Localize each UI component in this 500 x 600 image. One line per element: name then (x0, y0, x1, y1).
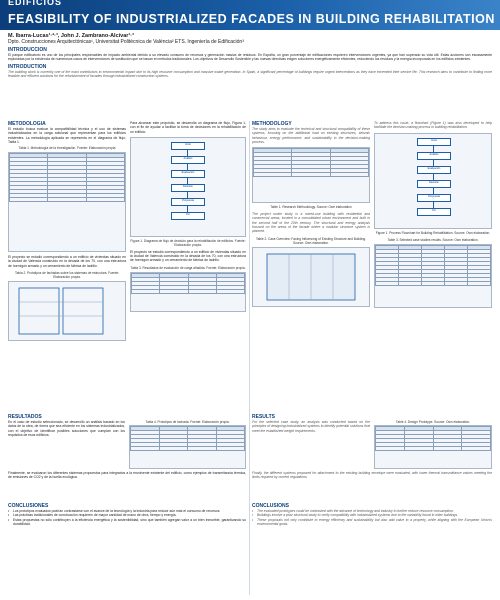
results-es-heading: RESULTADOS (8, 414, 42, 420)
results-es-text-b: Finalmente, se evaluaron los diferentes sistemas propuestos para integrarlos a la envolvente existente del edificio, como ejemplos de transmitancia térmica, de emisiones de CO2 y de la huella ecológica. (8, 471, 246, 480)
fig1-es-caption: Figura 1. Diagrama de flujo de decisión para la rehabilitación de edificios. Fuente: Elaboración propia. (130, 238, 246, 247)
results-es-section (8, 414, 246, 500)
flow-node-1: Inicio (171, 142, 205, 150)
flow-node-3: Evaluación (417, 166, 451, 174)
method-es-text-b: Para alcanzar este propósito, se desarrolla un diagrama de flujo, Figura 1, con el fin de ayudar a facilitar la toma de decisiones en la rehabilitación de un edificio. (130, 121, 246, 134)
flow-node-4: Decisión (417, 180, 451, 188)
flow-node-2: Análisis (417, 152, 451, 160)
table1-en-figure (252, 147, 370, 203)
fig2-es-figure (8, 281, 126, 341)
table1-es-caption: Tabla 1. Metodología de la investigación. Fuente: Elaboración propia (18, 146, 116, 151)
case-es-detail: El proyecto se estudió correspondiendo a un edificio de viviendas situado en la ciudad de Valencia construido en la década de los 70, con una estructura de hormigón armado y un cerramiento de fábrica de ladrillo. (130, 249, 246, 263)
table1-en (253, 148, 369, 177)
conclusion-en-item: • These proposals not only contribute to energy efficiency and sustainability but also add value to a property, while aligning with the European Union's environmental goals. (252, 518, 492, 527)
conclusions-es-section (8, 503, 246, 595)
conclusions-en-heading: CONCLUSIONS (252, 503, 289, 509)
fig2-en-figure (252, 247, 370, 307)
facade-elevation-drawing (253, 248, 369, 306)
flow-node-5: Propuesta (417, 194, 451, 202)
table3-en (375, 245, 491, 286)
flowchart-es-column (130, 121, 246, 411)
facade-section-drawing (9, 282, 125, 340)
flow-node-5: Propuesta (171, 198, 205, 206)
table3-es (131, 273, 245, 294)
intro-en-heading: INTRODUCTION (8, 63, 47, 70)
conclusions-en-section (252, 503, 492, 595)
table1-es (9, 153, 125, 202)
flow-node-3: Evaluación (171, 170, 205, 178)
table3-es-figure (130, 272, 246, 312)
case-es-text: El proyecto se estudió correspondiendo a un edificio de viviendas situado en la ciudad de Valencia construido en la década de los 70, con una estructura de hormigón armado y un cerramiento de fábrica de ladrillo. (8, 255, 126, 268)
flow-node-2: Análisis (171, 156, 205, 164)
method-es-text: El estudio busca evaluar la compatibilidad técnica y el uso de sistemas industrializados en la carga adicional que representan para los edificios existentes. La metodología aplicada se representa en el diagrama de flujo, Tabla 1. (8, 127, 126, 144)
conclusion-es-item: • Las prácticas tradicionales de construcción requieren de mayor cantidad de mano de obra, tiempo y energía. (8, 513, 246, 517)
fig1-en-caption: Figure 1. Process Flowchart for Building Rehabilitation. Source: Own elaboration. (375, 230, 491, 235)
method-en-text: The study aims to evaluate the technical and structural compatibility of these systems, focusing on the additional load on existing structures, seismic behaviour, energy performance, and sustainability in the decision-making process. (252, 127, 370, 144)
method-es-heading: METODOLOGÍA (8, 121, 46, 127)
table3-es-caption: Tabla 3. Resultados de evaluación de carga añadida. Fuente: Elaboración propia. (130, 265, 246, 270)
title-banner (0, 0, 500, 30)
conclusion-en-item: • Buildings involve a prior structural study to verify compatibility with industrialized systems due to the variability found in older buildings. (252, 513, 492, 517)
results-en-text-b: Finally, the different systems proposed for attachment to the existing building envelope were evaluated, with lower thermal transmittance values meeting the limits required by current regulations. (252, 471, 492, 480)
results-en-text: For the selected case study, an analysis was conducted based on the principles of designing industrialized systems to identify potential solutions that meet the established weight requirements. (252, 420, 370, 433)
method-en-column (252, 121, 370, 411)
conclusion-es-item: • Estas propuestas no sólo contribuyen a la eficiencia energética y la sostenibilidad, sino que también agregan valor a un bien inmueble, garantizando su durabilidad. (8, 518, 246, 527)
flow-node-6: Fin (171, 212, 205, 220)
conclusions-es-heading: CONCLUSIONES (8, 503, 49, 509)
author-block (8, 33, 492, 45)
table3-en-caption: Table 3. Selected case studies results. Source: Own elaboration. (387, 237, 479, 242)
flow-node-4: Decisión (171, 184, 205, 192)
conclusion-en-item: • The evaluated prototypes could be contrasted with the advance of technology and industry to further reduce resource consumption. (252, 509, 492, 513)
fig2-en-caption: Table 2. Case Overview: Facing Influencing of Existing Structure and Building. Source: Own elaboration. (255, 236, 367, 245)
paper-title: FEASIBILITY OF INDUSTRIALIZED FACADES IN BUILDING REHABILITATION (8, 12, 495, 26)
intro-es-heading: INTRODUCCIÓN (8, 47, 47, 53)
results-en-heading: RESULTS (252, 414, 275, 420)
table4-en-caption: Table 4. Design Prototype. Source: Own elaboration. (395, 420, 471, 424)
column-divider (249, 121, 250, 595)
fig1-es-flowchart (130, 137, 246, 237)
flow-node-6: Fin (417, 208, 451, 216)
flowchart-en-column (374, 121, 492, 411)
table1-en-caption: Table 1. Research Methodology. Source: Own elaboration (270, 205, 352, 210)
table4-es-figure (129, 425, 246, 469)
method-es-column (8, 121, 126, 411)
flow-node-1: Inicio (417, 138, 451, 146)
author-affiliation: Dpto. Construcciones Arquitectónicas¹, Universitat Politècnica de València² ETS. Ingeniería de Edificación³ (8, 39, 244, 45)
author-names: M. Ibarra-Lucas¹·²·³, John J. Zambrano-Alcívar¹·³ (8, 33, 134, 39)
fig1-en-flowchart (374, 133, 492, 229)
conclusion-es-item: • Los prototipos evaluados podrían contrastarse con el avance de la tecnología y la industria para reducir aún más el consumo de recursos. (8, 509, 246, 513)
method-en-text-b: To address this issue, a flowchart (Figure 1) was also developed to help facilitate the decision-making process in building rehabilitation. (374, 121, 492, 130)
intro-en-text: The building stock is currently one of the main contributors to environmental impact due to its high resource consumption and massive waste generation. In Spain, a significant percentage of buildings require urgent interventions as they have exceeded their service life. This research aims to contribute to finding more feasible and efficient solutions for the refurbishment of facades through industrialized construction systems. (8, 69, 492, 78)
table3-en-figure (374, 244, 492, 308)
table4-en (375, 426, 491, 451)
results-es-text: En el caso de estudio seleccionado, se desarrolló un análisis basado en los datos de la obra, de forma que sea eficiente en los sistemas industrializados, con el objetivo de identificar posibles soluciones que cumplan con los requisitos de esos edificios. (8, 420, 125, 437)
table1-es-figure (8, 152, 126, 252)
method-en-heading: METHODOLOGY (252, 121, 292, 127)
table4-es (130, 426, 245, 451)
introduction-section (8, 47, 492, 119)
case-en-text: The project under study is a mixed-use building with residential and commercial areas, located in a consolidated urban environment and built in the second half of the 20th century. The structural and energy analysis focused on the areas of the facade where a modular structure system is planned. (252, 212, 370, 234)
conference-label: EDIFICIOS (8, 0, 63, 7)
fig2-es-caption: Tabla 2. Prototipos de fachadas sobre los sistemas de estructura. Fuente: Elaboración propia. (14, 271, 119, 280)
table4-es-caption: Tabla 4. Prototipos de fachada. Fuente: Elaboración propia. (145, 420, 230, 424)
table4-en-figure (374, 425, 492, 469)
results-en-section (252, 414, 492, 500)
intro-es-text: El parque edificatorio es uno de los principales responsables de impacto ambiental debido a su elevado consumo de recursos y generación masiva de residuos. En España, un gran porcentaje de edificaciones requieren intervenciones urgentes, ya que han superado su vida útil. Estas acciones son escasamente exploradas por la existencia de numerosos casos de intervenciones de sustitución que se basan en métodos tradicionales. Los objetivos de Desarrollo Sostenible y las nuevas directivas exigen soluciones energéticamente eficientes, reduciendo los residuos y la energía incorporada en los edificios existentes. (8, 53, 492, 62)
